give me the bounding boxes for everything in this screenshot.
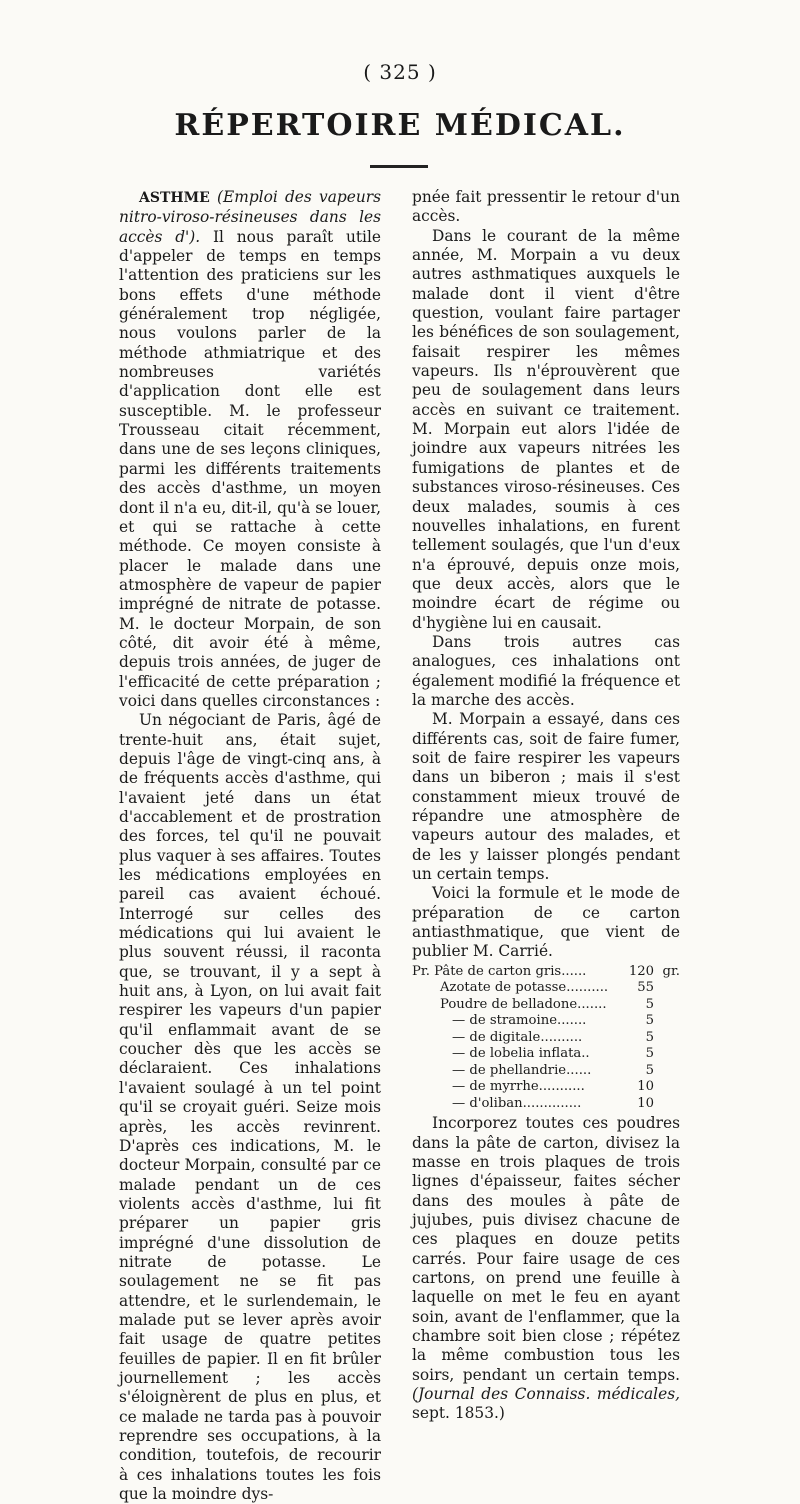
formula-label: — d'oliban.............. (452, 1095, 582, 1111)
head-word: ASTHME (139, 190, 210, 206)
formula-row (412, 1046, 680, 1063)
formula-unit (654, 1096, 680, 1113)
formula-row (412, 1063, 680, 1080)
formula-qty: 5 (645, 1062, 654, 1078)
formula-unit (654, 1013, 680, 1030)
formula-row (412, 980, 680, 997)
citation-date: sept. 1853.) (412, 1404, 505, 1423)
formula-qty: 5 (645, 1029, 654, 1045)
formula-unit (654, 1030, 680, 1047)
paragraph-2: Un négociant de Paris, âgé de trente-huit ans, était sujet, depuis l'âge de vingt-cinq ans, à de fréquents accès d'asthme, qui l'avaient jeté dans un état d'accablement et de prostration des forces, tel qu'il ne pouvait plus vaquer à ses affaires. Toutes les médications employées en pareil cas avaient échoué. Interrogé sur celles des médications qui lui avaient le plus souvent réussi, il raconta que, se trouvant, il y a sept à huit ans, à Lyon, on lui avait fait respirer les vapeurs d'un papier qu'il enflammait avant de se coucher dès que les accès se déclaraient. Ces inhalations l'avaient soulagé à un tel point qu'il se croyait guéri. Seize mois après, les accès revinrent. D'après ces indications, M. le docteur Morpain, consulté par ce malade pendant un de ces violents accès d'asthme, lui fit préparer un papier gris imprégné d'une dissolution de nitrate de potasse. Le soulagement ne se fit pas attendre, et le surlendemain, le malade put se lever après avoir fait usage de quatre petites feuilles de papier. Il en fit brûler journellement ; les accès s'éloignèrent de plus en plus, et ce malade ne tarda pas à pouvoir reprendre ses occupations, à la condition, toutefois, de recourir à ces inhalations toutes les fois que la moindre dys- (119, 711, 381, 1504)
paragraph-3: Dans le courant de la même année, M. Morpain a vu deux autres asthmatiques auxquels le malade dont il vient d'être question, voulant faire partager les bénéfices de son soulagement, faisait respirer les mêmes vapeurs. Ils n'éprouvèrent que peu de soulagement dans leurs accès en suivant ce traitement. M. Morpain eut alors l'idée de joindre aux vapeurs nitrées les fumigations de plantes et de substances viroso-résineuses. Ces deux malades, soumis à ces nouvelles inhalations, en furent tellement soulagés, que l'un d'eux n'a éprouvé, depuis onze mois, que deux accès, alors que le moindre écart de régime ou d'hygiène lui en causait. (412, 226, 680, 632)
paragraph-6: Voici la formule et le mode de préparation de ce carton antiasthmatique, que vient de publier M. Carrié. (412, 884, 680, 961)
article-intro (119, 188, 381, 711)
formula-label: — de stramoine....... (452, 1013, 587, 1029)
formula-qty: 5 (645, 1046, 654, 1062)
formula-row (412, 964, 680, 981)
left-column (119, 188, 381, 1504)
right-column (412, 188, 680, 1424)
formula-row (412, 1096, 680, 1113)
paragraph-continued: pnée fait pressentir le retour d'un accès. (412, 188, 680, 226)
formula-unit (654, 1046, 680, 1063)
formula-label: — de phellandrie...... (452, 1062, 592, 1078)
formula-unit (654, 980, 680, 997)
formula-label: — de myrrhe........... (452, 1079, 585, 1095)
formula-label: Pr. Pâte de carton gris...... (412, 963, 587, 979)
head-subtitle: (Emploi des vapeurs nitro-viroso-résineuses dans les accès d'). (119, 188, 381, 246)
paragraph-7 (412, 1114, 680, 1424)
formula-qty: 5 (645, 996, 654, 1012)
formula-qty: 120 (628, 963, 654, 979)
paragraph-7-text: Incorporez toutes ces poudres dans la pâte de carton, divisez la masse en trois plaques de trois lignes d'épaisseur, faites sécher dans des moules à pâte de jujubes, puis divisez chacune de ces plaques en douze petits carrés. Pour faire usage de ces cartons, on prend une feuille à laquelle on met le feu en ayant soin, avant de l'enflammer, que la chambre soit bien close ; répétez la même combustion tous les soirs, pendant un certain temps. (412, 1114, 680, 1384)
formula-unit (654, 1063, 680, 1080)
formula-unit: gr. (662, 963, 680, 979)
formula-row (412, 1030, 680, 1047)
formula-unit (654, 1079, 680, 1096)
formula-qty: 5 (645, 1013, 654, 1029)
formula-list (412, 964, 680, 1113)
formula-label: — de lobelia inflata.. (452, 1046, 590, 1062)
formula-qty: 10 (637, 1095, 654, 1111)
formula-qty: 10 (637, 1079, 654, 1095)
paragraph-5: M. Morpain a essayé, dans ces différents cas, soit de faire fumer, soit de faire respirer les vapeurs dans un biberon ; mais il s'est constamment mieux trouvé de répandre une atmosphère de vapeurs autour des malades, et de les y laisser plongés pendant un certain temps. (412, 710, 680, 884)
formula-row (412, 1079, 680, 1096)
formula-qty: 55 (637, 980, 654, 996)
formula-row (412, 1013, 680, 1030)
formula-label: Azotate de potasse.......... (440, 980, 609, 996)
formula-row (412, 997, 680, 1014)
page-number: ( 325 ) (363, 60, 437, 84)
title-rule (370, 165, 428, 168)
formula-label: Poudre de belladone....... (440, 996, 607, 1012)
formula-label: — de digitale.......... (452, 1029, 583, 1045)
paragraph-4: Dans trois autres cas analogues, ces inhalations ont également modifié la fréquence et la marche des accès. (412, 632, 680, 709)
page-title: RÉPERTOIRE MÉDICAL. (174, 108, 626, 143)
formula-unit (654, 997, 680, 1014)
paragraph-1: Il nous paraît utile d'appeler de temps en temps l'attention des praticiens sur les bons effets d'une méthode généralement trop négligée, nous voulons parler de la méthode athmiatrique et des nombreuses variétés d'application dont elle est susceptible. M. le professeur Trousseau citait récemment, dans une de ses leçons cliniques, parmi les différents traitements des accès d'asthme, un moyen dont il n'a eu, dit-il, qu'à se louer, et qui se rattache à cette méthode. Ce moyen consiste à placer le malade dans une atmosphère de vapeur de papier imprégné de nitrate de potasse. M. le docteur Morpain, de son côté, dit avoir été à même, depuis trois années, de juger de l'efficacité de cette préparation ; voici dans quelles circonstances : (119, 227, 381, 710)
citation-source: (Journal des Connaiss. médicales, (412, 1385, 680, 1404)
